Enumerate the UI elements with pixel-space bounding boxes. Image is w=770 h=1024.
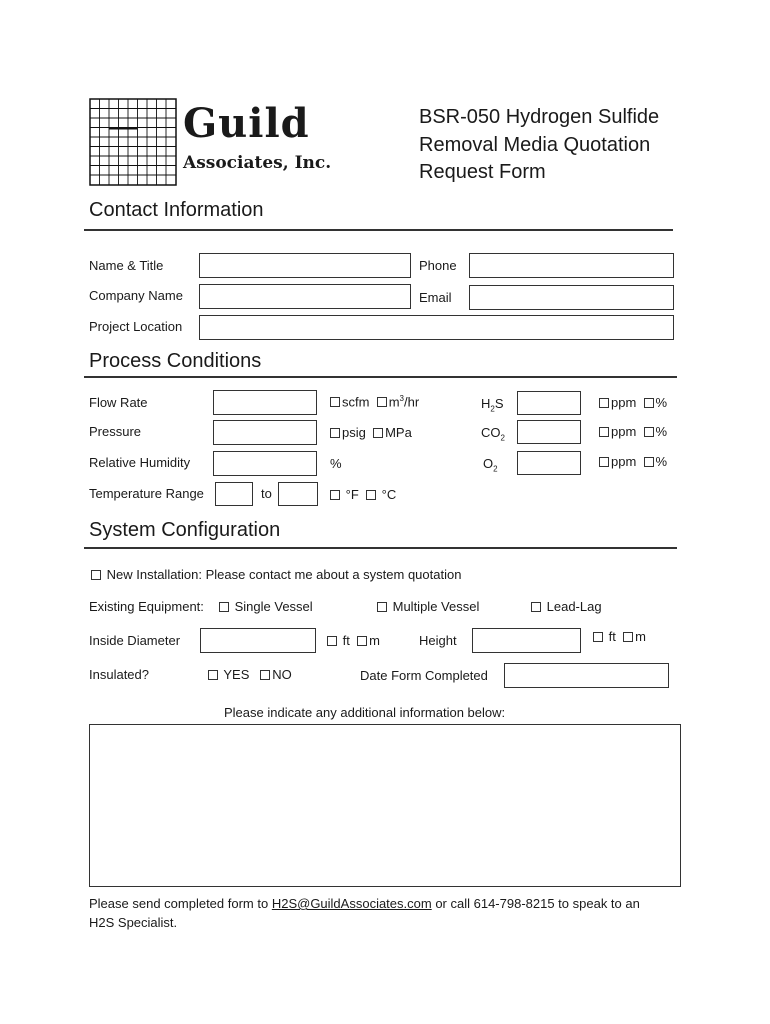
inside-diameter-field[interactable] bbox=[200, 628, 316, 653]
mpa-checkbox[interactable] bbox=[373, 428, 383, 438]
logo-name: Guild bbox=[183, 100, 310, 147]
lead-lag-checkbox[interactable] bbox=[531, 602, 541, 612]
co2-units: ppm % bbox=[599, 424, 667, 439]
fahrenheit-checkbox[interactable] bbox=[330, 490, 340, 500]
multiple-vessel-option: Multiple Vessel bbox=[377, 599, 479, 614]
email-field[interactable] bbox=[469, 285, 674, 310]
new-installation-option: New Installation: Please contact me about a system quotation bbox=[91, 567, 461, 582]
phone-label: Phone bbox=[419, 258, 457, 273]
new-installation-checkbox[interactable] bbox=[91, 570, 101, 580]
no-checkbox[interactable] bbox=[260, 670, 270, 680]
lead-lag-option: Lead-Lag bbox=[531, 599, 602, 614]
temperature-min-field[interactable] bbox=[215, 482, 253, 506]
flow-rate-label: Flow Rate bbox=[89, 395, 148, 410]
o2-units: ppm % bbox=[599, 454, 667, 469]
co2-percent-checkbox[interactable] bbox=[644, 427, 654, 437]
pressure-field[interactable] bbox=[213, 420, 317, 445]
email-label: Email bbox=[419, 290, 452, 305]
temperature-units: °F °C bbox=[330, 487, 396, 502]
name-title-label: Name & Title bbox=[89, 258, 164, 273]
insulated-options: YES NO bbox=[208, 667, 292, 682]
contact-email-link[interactable]: H2S@GuildAssociates.com bbox=[271, 896, 432, 911]
process-heading: Process Conditions bbox=[89, 350, 262, 372]
insulated-label: Insulated? bbox=[89, 667, 149, 682]
contact-divider bbox=[84, 229, 673, 231]
company-name-label: Company Name bbox=[89, 288, 183, 303]
h2s-field[interactable] bbox=[517, 391, 581, 415]
project-location-field[interactable] bbox=[199, 315, 674, 340]
co2-label: $CO_2$ bbox=[481, 425, 505, 443]
footer-line1: Please send completed form to H2S@GuildAssociates.com or call 614-798-8215 to speak to an bbox=[89, 896, 640, 911]
h2s-units: ppm % bbox=[599, 395, 667, 410]
logo-subtitle: Associates, Inc. bbox=[183, 153, 332, 173]
temperature-max-field[interactable] bbox=[278, 482, 318, 506]
height-m-checkbox[interactable] bbox=[623, 632, 633, 642]
height-ft-checkbox[interactable] bbox=[593, 632, 603, 642]
celsius-checkbox[interactable] bbox=[366, 490, 376, 500]
pressure-units: psig MPa bbox=[330, 425, 412, 440]
scfm-checkbox[interactable] bbox=[330, 397, 340, 407]
h2s-label: $H_2S$ bbox=[481, 396, 504, 414]
system-heading: System Configuration bbox=[89, 519, 281, 541]
multiple-vessel-checkbox[interactable] bbox=[377, 602, 387, 612]
height-label: Height bbox=[419, 633, 457, 648]
o2-field[interactable] bbox=[517, 451, 581, 475]
contact-heading: Contact Information bbox=[89, 199, 264, 221]
inside-diameter-label: Inside Diameter bbox=[89, 633, 181, 648]
diameter-units: ft m bbox=[327, 633, 380, 648]
psig-checkbox[interactable] bbox=[330, 428, 340, 438]
single-vessel-option: Single Vessel bbox=[219, 599, 313, 614]
additional-info-textarea[interactable] bbox=[89, 724, 681, 887]
o2-percent-checkbox[interactable] bbox=[644, 457, 654, 467]
phone-field[interactable] bbox=[469, 253, 674, 278]
diameter-m-checkbox[interactable] bbox=[357, 636, 367, 646]
co2-field[interactable] bbox=[517, 420, 581, 444]
project-location-label: Project Location bbox=[89, 319, 183, 334]
company-name-field[interactable] bbox=[199, 284, 411, 309]
to-label: to bbox=[261, 486, 272, 501]
name-title-field[interactable] bbox=[199, 253, 411, 278]
process-divider bbox=[84, 376, 677, 378]
o2-label: $O_2$ bbox=[483, 456, 498, 474]
diameter-ft-checkbox[interactable] bbox=[327, 636, 337, 646]
height-units: ft m bbox=[593, 629, 646, 644]
m3hr-checkbox[interactable] bbox=[377, 397, 387, 407]
flow-rate-field[interactable] bbox=[213, 390, 317, 415]
existing-equipment-label: Existing Equipment: bbox=[89, 599, 204, 614]
yes-checkbox[interactable] bbox=[208, 670, 218, 680]
logo-grid-icon bbox=[89, 98, 177, 186]
relative-humidity-label: Relative Humidity bbox=[89, 455, 191, 470]
height-field[interactable] bbox=[472, 628, 581, 653]
system-divider bbox=[84, 547, 677, 549]
additional-info-label: Please indicate any additional information below: bbox=[224, 705, 506, 720]
h2s-ppm-checkbox[interactable] bbox=[599, 398, 609, 408]
form-title: BSR-050 Hydrogen Sulfide Removal Media Quotation Request Form bbox=[419, 106, 660, 183]
h2s-percent-checkbox[interactable] bbox=[644, 398, 654, 408]
date-form-completed-field[interactable] bbox=[504, 663, 669, 688]
date-form-completed-label: Date Form Completed bbox=[360, 668, 488, 683]
humidity-unit: % bbox=[330, 456, 342, 471]
flow-units: scfm $m^3/hr$ bbox=[330, 394, 419, 409]
o2-ppm-checkbox[interactable] bbox=[599, 457, 609, 467]
single-vessel-checkbox[interactable] bbox=[219, 602, 229, 612]
relative-humidity-field[interactable] bbox=[213, 451, 317, 476]
pressure-label: Pressure bbox=[89, 424, 142, 439]
temperature-range-label: Temperature Range bbox=[89, 486, 204, 501]
footer-line2: H2S Specialist. bbox=[89, 915, 178, 930]
co2-ppm-checkbox[interactable] bbox=[599, 427, 609, 437]
